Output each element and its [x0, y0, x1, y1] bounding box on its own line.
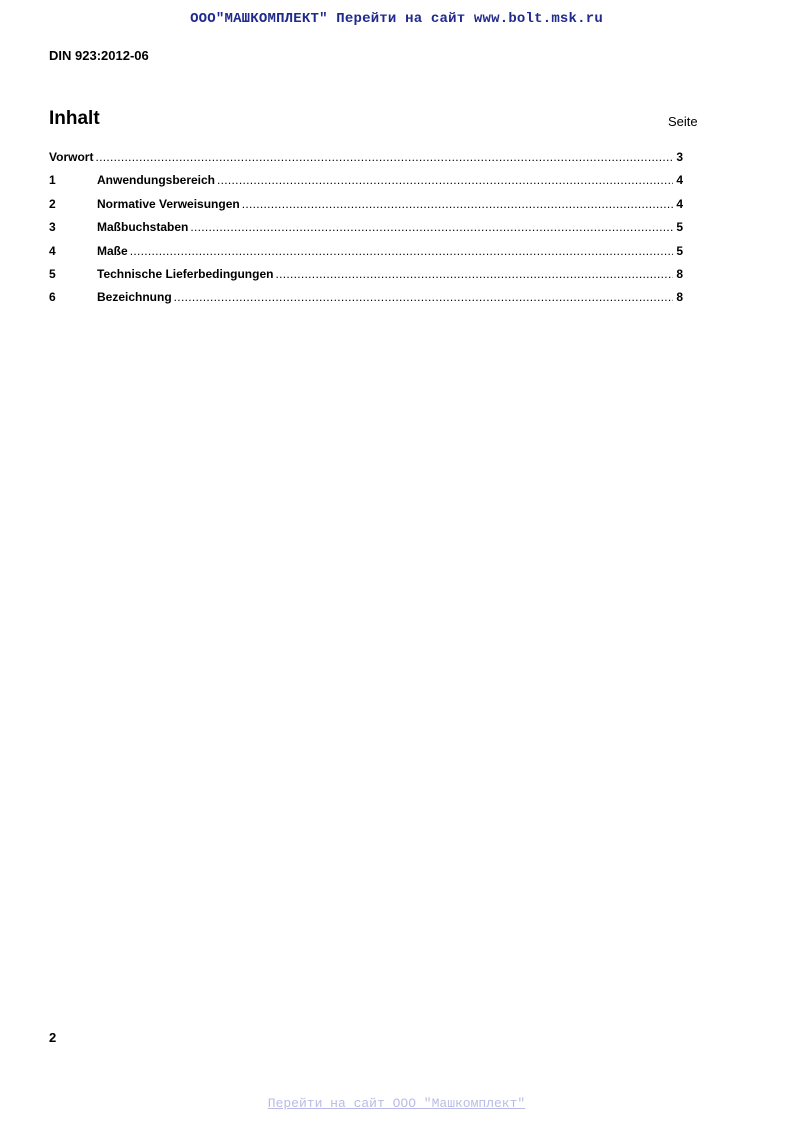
toc-title: Inhalt [49, 108, 100, 129]
toc-entry-page: 8 [676, 290, 683, 305]
toc-entry-page: 5 [676, 220, 683, 235]
dot-leader [217, 173, 673, 187]
table-of-contents [49, 150, 683, 314]
toc-entry-masse[interactable] [49, 244, 683, 267]
banner-link[interactable]: ООО"МАШКОМПЛЕКТ" Перейти на сайт www.bolt.msk.ru [190, 11, 603, 27]
toc-entry-normative-verweisungen[interactable] [49, 197, 683, 220]
dot-leader [190, 220, 673, 234]
toc-entry-number: 4 [49, 243, 56, 258]
toc-entry-vorwort[interactable] [49, 150, 683, 173]
dot-leader [242, 197, 673, 211]
dot-leader [130, 244, 673, 258]
document-id: DIN 923:2012-06 [49, 48, 149, 63]
toc-entry-number: 3 [49, 220, 56, 235]
toc-entry-title: Maße [97, 243, 128, 258]
toc-entry-number: 5 [49, 266, 56, 281]
dot-leader [174, 290, 673, 304]
toc-entry-page: 3 [676, 150, 683, 164]
page-number: 2 [49, 1030, 57, 1045]
toc-entry-title: Technische Lieferbedingungen [97, 266, 274, 281]
toc-entry-page: 4 [676, 173, 683, 188]
toc-entry-number: 6 [49, 290, 56, 305]
toc-entry-bezeichnung[interactable] [49, 290, 683, 313]
footer-site-link[interactable]: Перейти на сайт ООО "Машкомплект" [267, 1096, 526, 1111]
toc-entry-page: 4 [676, 196, 683, 211]
toc-entry-massbuchstaben[interactable] [49, 220, 683, 243]
toc-entry-title: Maßbuchstaben [97, 220, 189, 235]
dot-leader [275, 267, 673, 281]
toc-entry-title: Anwendungsbereich [97, 173, 216, 188]
toc-entry-page: 5 [676, 243, 683, 258]
toc-entry-anwendungsbereich[interactable] [49, 173, 683, 196]
toc-entry-title: Normative Verweisungen [97, 196, 240, 211]
toc-entry-number: 2 [49, 196, 56, 211]
toc-entry-number: 1 [49, 173, 56, 188]
dot-leader [95, 150, 673, 164]
toc-entry-title: Vorwort [49, 150, 94, 164]
toc-entry-page: 8 [676, 266, 683, 281]
toc-entry-title: Bezeichnung [97, 290, 172, 305]
toc-entry-technische-lieferbedingungen[interactable] [49, 267, 683, 290]
page-column-label: Seite [668, 114, 698, 129]
